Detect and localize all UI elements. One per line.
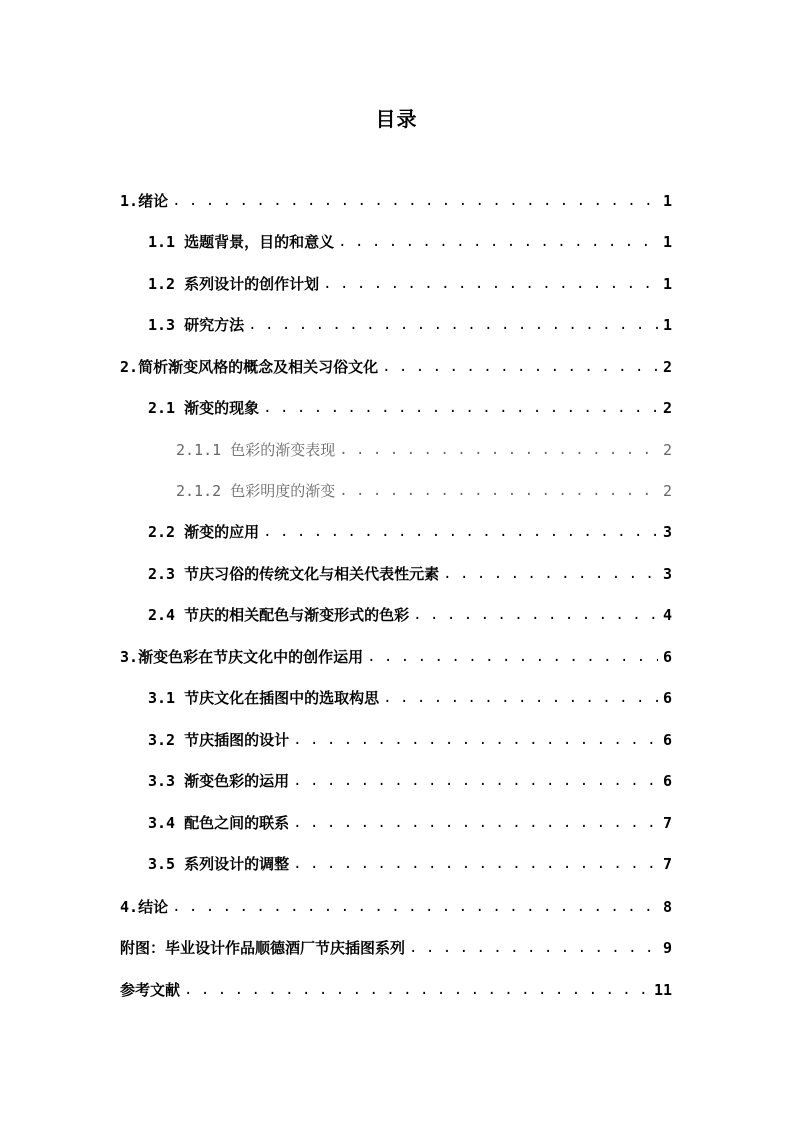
dot-leader [293, 811, 658, 835]
dot-leader [248, 313, 658, 337]
toc-entry-number: 3.1 [148, 689, 185, 707]
toc-entry-title: 参考文献 [120, 981, 181, 999]
toc-entry-title: 色彩的渐变表现 [230, 441, 336, 459]
toc-entry-2-1-1[interactable] [0, 438, 672, 462]
toc-entry-title: 绪论 [138, 192, 169, 210]
toc-entry-number: 1.1 [148, 233, 185, 251]
toc-entry-page: 3 [662, 523, 672, 541]
toc-entry-page: 7 [662, 814, 672, 832]
toc-entry-number: 2.1 [148, 399, 185, 417]
toc-entry-title: 配色之间的联系 [184, 814, 290, 832]
dot-leader [263, 396, 658, 420]
toc-entry-page: 1 [662, 233, 672, 251]
dot-leader [409, 936, 658, 960]
toc-entry-title: 节庆文化在插图中的选取构思 [184, 689, 380, 707]
dot-leader [293, 769, 658, 793]
dot-leader [443, 562, 658, 586]
dot-leader [382, 355, 658, 379]
toc-entry-page: 1 [662, 316, 672, 334]
dot-leader [338, 230, 658, 254]
toc-entry-page: 4 [662, 606, 672, 624]
toc-entry-title: 渐变的应用 [184, 523, 260, 541]
dot-leader [383, 686, 658, 710]
toc-entry-1-3[interactable] [0, 313, 672, 337]
dot-leader [263, 520, 658, 544]
toc-entry-title: 系列设计的调整 [184, 855, 290, 873]
toc-entry-3[interactable] [0, 645, 672, 669]
toc-entry-number: 1.2 [148, 275, 185, 293]
toc-entry-number: 3.3 [148, 772, 185, 790]
toc-entry-page: 2 [662, 482, 672, 500]
dot-leader [339, 438, 658, 462]
toc-entry-page: 6 [662, 689, 672, 707]
toc-entry-page: 7 [662, 855, 672, 873]
toc-entry-1-2[interactable] [0, 272, 672, 296]
toc-entry-number: 2.2 [148, 523, 185, 541]
dot-leader [413, 603, 658, 627]
toc-entry-2-1[interactable] [0, 396, 672, 420]
dot-leader [339, 479, 658, 503]
toc-entry-page: 1 [662, 275, 672, 293]
toc-entry-page: 11 [653, 981, 672, 999]
toc-entry-page: 6 [662, 731, 672, 749]
toc-entry-2-3[interactable] [0, 562, 672, 586]
dot-leader [367, 645, 658, 669]
dot-leader [293, 852, 658, 876]
dot-leader [293, 728, 658, 752]
toc-entry-page: 6 [662, 772, 672, 790]
toc-entry-2-1-2[interactable] [0, 479, 672, 503]
toc-entry-title: 渐变色彩在节庆文化中的创作运用 [138, 648, 364, 666]
dot-leader [172, 189, 658, 213]
toc-entry-title: 结论 [138, 898, 169, 916]
toc-entry-number: 3.2 [148, 731, 185, 749]
toc-entry-number: 1. [120, 192, 139, 210]
toc-entry-page: 3 [662, 565, 672, 583]
toc-entry-number: 3. [120, 648, 139, 666]
toc-entry-title: 节庆的相关配色与渐变形式的色彩 [184, 606, 410, 624]
toc-entry-page: 2 [662, 399, 672, 417]
toc-entry-appendix[interactable] [0, 936, 672, 960]
toc-entry-3-3[interactable] [0, 769, 672, 793]
toc-entry-title: 渐变的现象 [184, 399, 260, 417]
toc-entry-title: 节庆习俗的传统文化与相关代表性元素 [184, 565, 440, 583]
toc-entry-3-5[interactable] [0, 852, 672, 876]
toc-entry-page: 2 [662, 358, 672, 376]
toc-entry-number: 2.3 [148, 565, 185, 583]
toc-entry-number: 3.5 [148, 855, 185, 873]
toc-entry-page: 2 [662, 441, 672, 459]
toc-entry-title: 附图：毕业设计作品顺德酒厂节庆插图系列 [120, 939, 406, 957]
toc-entry-title: 选题背景，目的和意义 [184, 233, 335, 251]
page-title: 目录 [375, 107, 418, 131]
toc-entry-1-1[interactable] [0, 230, 672, 254]
toc-entry-1[interactable] [0, 189, 672, 213]
toc-entry-number: 4. [120, 898, 139, 916]
toc-entry-title: 系列设计的创作计划 [184, 275, 320, 293]
dot-leader [323, 272, 658, 296]
toc-entry-title: 色彩明度的渐变 [230, 482, 336, 500]
toc-entry-number: 3.4 [148, 814, 185, 832]
toc-entry-3-4[interactable] [0, 811, 672, 835]
toc-entry-page: 6 [662, 648, 672, 666]
toc-entry-3-1[interactable] [0, 686, 672, 710]
toc-entry-number: 2.1.2 [176, 482, 231, 500]
dot-leader [172, 895, 658, 919]
toc-entry-number: 2.1.1 [176, 441, 231, 459]
toc-entry-3-2[interactable] [0, 728, 672, 752]
toc-entry-2-4[interactable] [0, 603, 672, 627]
toc-entry-title: 渐变色彩的运用 [184, 772, 290, 790]
toc-entry-title: 节庆插图的设计 [184, 731, 290, 749]
toc-entry-page: 8 [662, 898, 672, 916]
dot-leader [184, 978, 650, 1002]
toc-entry-2-2[interactable] [0, 520, 672, 544]
toc-entry-title: 简析渐变风格的概念及相关习俗文化 [138, 358, 379, 376]
toc-entry-page: 1 [662, 192, 672, 210]
toc-entry-4[interactable] [0, 895, 672, 919]
toc-entry-number: 2.4 [148, 606, 185, 624]
toc-entry-2[interactable] [0, 355, 672, 379]
toc-entry-number: 2. [120, 358, 139, 376]
toc-entry-references[interactable] [0, 978, 672, 1002]
toc-entry-number: 1.3 [148, 316, 185, 334]
toc-entry-title: 研究方法 [184, 316, 245, 334]
toc-entry-page: 9 [662, 939, 672, 957]
